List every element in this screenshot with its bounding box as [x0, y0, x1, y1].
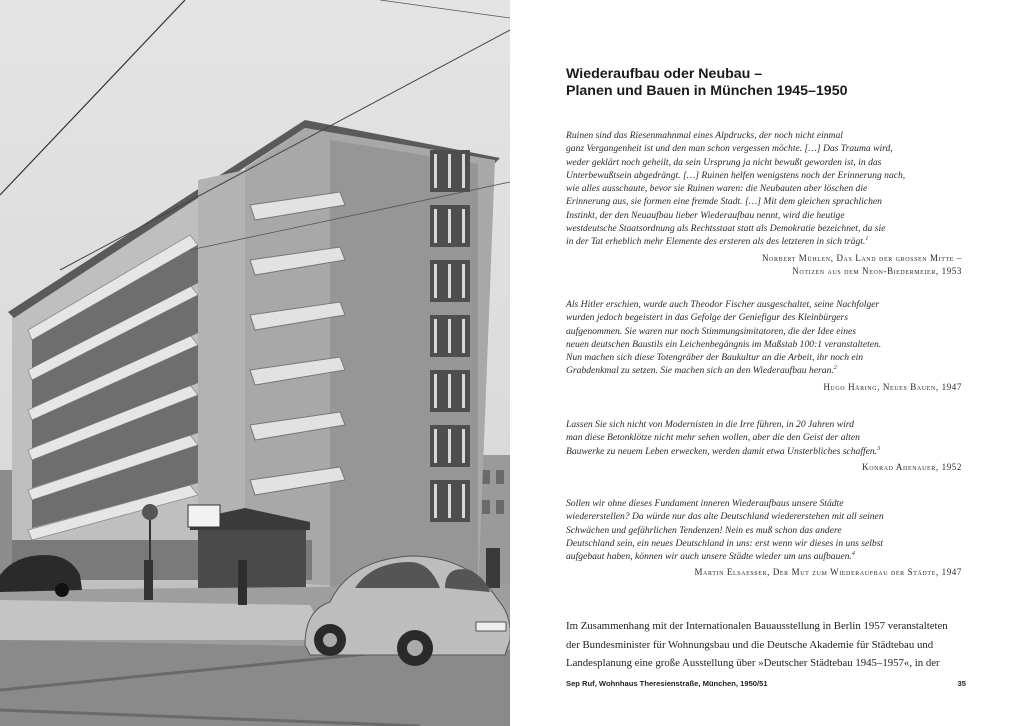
quote-line	[566, 235, 962, 248]
quote-line: westdeutsche Staatsordnung als Rechtsstaat statt als Demokratie bezeichnet, da sie	[566, 223, 886, 235]
page-number: 35	[957, 679, 966, 688]
quote-muehlen	[566, 129, 962, 278]
heading-line-1: Wiederaufbau oder Neubau –	[566, 66, 763, 82]
footnote-marker: 1	[865, 236, 869, 243]
page-footer	[566, 679, 966, 688]
quote-line-text: aufgebaut haben, können wir auch unsere Städte wieder um uns aufbauen.	[566, 551, 852, 563]
quote-line: Instinkt, der den Neuaufbau lieber Wiederaufbau nennt, wird die heutige	[566, 209, 845, 221]
body-line: Landesplanung eine große Ausstellung über »Deutscher Städtebau 1945–1957«, in der	[566, 657, 940, 670]
quote-line	[566, 445, 962, 458]
quote-line: wurden jedoch begeistert in das Gefolge der Geniefigur des Kleinbürgers	[566, 312, 848, 324]
quote-line	[566, 550, 962, 563]
quote-line: Erinnerung aus, sie formen eine fremde Stadt. […] Mit dem gleichen sprachlichen	[566, 196, 882, 208]
quote-line: Schwächen und gefährlichen Tendenzen! Nein es muß schon das andere	[566, 524, 842, 536]
quote-line: neuen deutschen Baustils ein Leichenbegängnis im Maßstab 100:1 veranstalteten.	[566, 338, 882, 350]
quote-attribution: Notizen aus dem Neon-Biedermeier, 1953	[792, 265, 962, 276]
footnote-marker: 4	[851, 551, 855, 557]
quote-line: Lassen Sie sich nicht von Modernisten in die Irre führen, in 20 Jahren wird	[566, 419, 854, 430]
quote-line-text: Grabdenkmal zu setzen. Sie machen sich an den Wiederaufbau heran.	[566, 365, 834, 377]
quote-line: Ruinen sind das Riesenmahnmal eines Alpdrucks, der noch nicht einmal	[566, 130, 843, 141]
quote-line-text: in der Tat erheblich mehr Elemente des ersteren als des letzteren in sich trägt.	[566, 236, 866, 248]
text-page	[510, 0, 1020, 726]
body-line: Im Zusammenhang mit der Internationalen Bauausstellung in Berlin 1957 veranstalteten	[566, 620, 948, 632]
quote-line: wie alles ausschaute, bevor sie Ruinen waren: die Neubauten aber löschen die	[566, 183, 868, 195]
quote-attribution: Martin Elsaesser, Der Mut zum Wiederaufbau der Städte, 1947	[694, 567, 962, 578]
quote-line: man diese Betonklötze nicht mehr sehen wollen, aber die den Geist der alten	[566, 432, 860, 444]
footnote-marker: 2	[833, 365, 837, 372]
quote-line: Unterbewußtsein abgedrängt. […] Ruinen helfen wenigstens noch der Erinnerung nach,	[566, 169, 906, 181]
quote-line: weder geklärt noch geheilt, da sein Ursprung ja nicht bewußt geworden ist, in das	[566, 156, 882, 168]
body-paragraph	[566, 617, 966, 673]
quote-line: aufgenommen. Sie waren nur noch Stimmungsimitatoren, die der Idee eines	[566, 325, 856, 337]
footnote-marker: 3	[877, 445, 881, 452]
quote-line: wiedererstellen? Da würde nur das alte Deutschland wiedererstehen mit all seinen	[566, 511, 884, 523]
quote-line: Deutschland sein, ein neues Deutschland in uns: erst wenn wir dieses in uns selbst	[566, 537, 884, 549]
body-line: der Bundesminister für Wohnungsbau und die Deutsche Akademie für Städtebau und	[566, 638, 934, 651]
quote-line: Nun machen sich diese Totengräber der Baukultur an die Arbeit, ihr noch ein	[566, 352, 864, 364]
heading-line-2: Planen und Bauen in München 1945–1950	[566, 83, 848, 99]
photo-caption: Sep Ruf, Wohnhaus Theresienstraße, München, 1950/51	[566, 679, 768, 688]
quote-line: Als Hitler erschien, wurde auch Theodor Fischer ausgeschaltet, seine Nachfolger	[566, 299, 880, 310]
quote-haering	[566, 298, 962, 394]
quote-line: ganz Vergangenheit ist und den man schon vergessen möchte. […] Das Trauma wird,	[566, 143, 893, 155]
quote-attribution: Norbert Mühlen, Das Land der grossen Mitte –	[761, 252, 962, 263]
quote-line: Sollen wir ohne dieses Fundament inneren Wiederaufbaus unsere Städte	[566, 498, 844, 509]
quote-line-text: Bauwerke zu neuem Leben erwecken, werden damit etwa Unsterbliches schaffen.	[566, 445, 878, 457]
quote-elsaesser	[566, 497, 962, 580]
quote-attribution: Konrad Adenauer, 1952	[862, 461, 962, 472]
quote-adenauer	[566, 418, 962, 474]
quote-line	[566, 364, 962, 377]
quote-attribution: Hugo Häring, Neues Bauen, 1947	[823, 381, 962, 392]
section-heading	[566, 66, 986, 100]
